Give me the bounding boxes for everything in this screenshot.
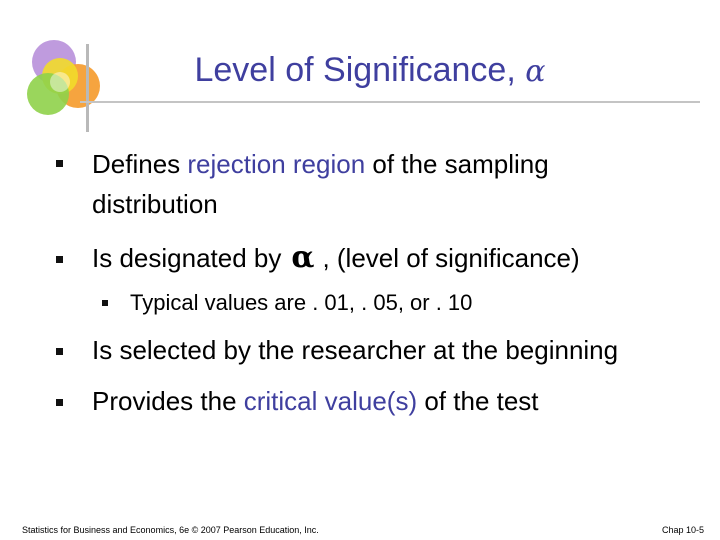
title-vertical-rule	[86, 44, 89, 132]
footer-copyright: Statistics for Business and Economics, 6e © 2007 Pearson Education, Inc.	[22, 525, 319, 535]
bullet-2	[92, 240, 580, 276]
bullet-marker	[56, 160, 63, 167]
alpha-symbol: α	[291, 240, 315, 275]
sub-bullet-typical-values: Typical values are . 01, . 05, or . 10	[130, 290, 473, 315]
bullet-1-text: Defines	[92, 149, 188, 179]
bullet-1-line-1	[92, 146, 549, 182]
sub-bullet-marker	[102, 300, 108, 306]
bullet-2-prefix: Is designated by	[92, 243, 282, 273]
bullet-marker	[56, 348, 63, 355]
bullet-4-text: Provides the	[92, 386, 244, 416]
bullet-4	[92, 383, 539, 419]
bullet-3: Is selected by the researcher at the beginning	[92, 335, 619, 365]
title-text: Level of Significance,	[194, 51, 526, 89]
title-alpha-symbol: α	[525, 54, 546, 89]
bullet-1-line-2: distribution	[92, 189, 218, 219]
title-horizontal-rule	[80, 101, 700, 103]
footer-page-number: Chap 10-5	[661, 525, 704, 535]
bullet-marker	[56, 256, 63, 263]
bullet-4-highlight: critical value(s)	[243, 386, 418, 416]
bullet-marker	[56, 399, 63, 406]
bullet-1-text-end: of the sampling	[365, 149, 549, 179]
slide-title	[90, 48, 650, 94]
bullet-4-text-end: of the test	[417, 386, 539, 416]
bullet-2-suffix: , (level of significance)	[322, 243, 580, 273]
bullet-1-highlight: rejection region	[187, 149, 366, 179]
